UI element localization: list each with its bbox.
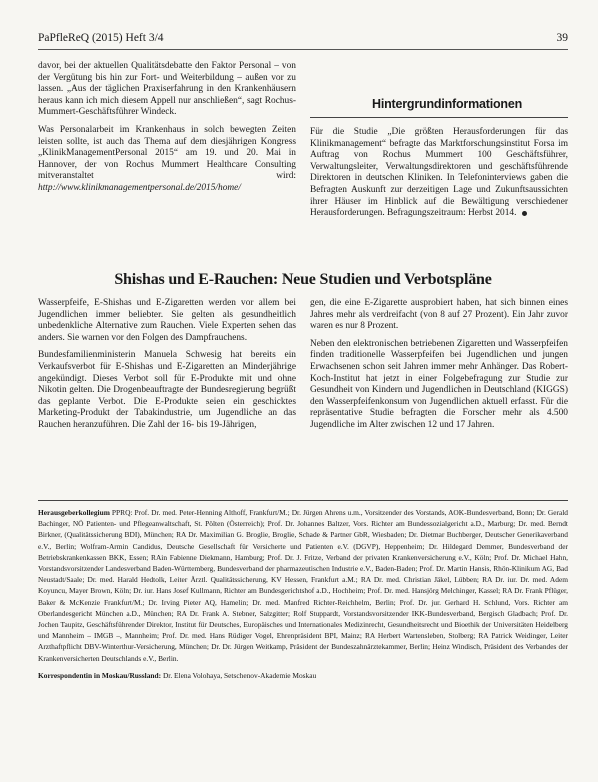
info-box-title: Hintergrundinformationen: [372, 97, 523, 111]
top-left-paragraph-2: [38, 125, 296, 195]
editorial-board-paragraph: [38, 507, 568, 664]
info-box-body: Für die Studie „Die größten Herausforderungen für das Klinikmanagement“ befragte das Marktforschungsinstitut Forsa im Auftrag von Rochus Mummert 100 Geschäftsführer, Verwaltungsleiter, Verwaltungsdirektoren und geschäftsführende Direktoren in deutschen Kliniken. In Telefoninterviews gaben die Befragten Auskunft zur derzeitigen Lage und Zukunftsaussichten ihrer Häuser im Hinblick auf die Bewältigung verschiedener Herausforderungen. Befragungszeitraum: Herbst 2014.: [310, 127, 568, 219]
article-left-paragraph-1: Wasserpfeife, E-Shishas und E-Zigaretten werden vor allem bei Jugendlichen immer beliebter. Sie gelten als gesundheitlich unbedenkliche Alternative zum Rauchen. Viele Experten sehen das anders. Sie warnen vor den Folgen des Dampfrauchens.: [38, 298, 296, 343]
page-header: [38, 32, 568, 48]
editorial-board-text: PPRQ: Prof. Dr. med. Peter-Henning Althoff, Frankfurt/M.; Dr. Jürgen Ahrens u.m., Vorsitzender des Vorstands, AOK-Bundesverband, Bonn; Dr. Gerald Bachinger, NÖ Patienten- und Pflegeanwaltschaft, St. Pölten (Österreich); Prof. Dr. Johannes Baltzer, Vors. Richter am Bundessozialgericht a.D., Marburg; Dr. med. Berndt Birkner, (Qualitätssicherung BDI), München; RA Dr. Maximilian G. Broglie, Broglie, Schade & Partner GbR, Wiesbaden; Dr. Dietmar Buchberger, Deutscher Generikaverband e.V., Berlin; Wolfram-Armin Candidus, Deutsche Gesellschaft für Versicherte und Patienten e.V. (DGVP), Heppenheim; Dr. Hildegard Demmer, Bundesverband der Betriebskrankenkassen BKK, Essen; RAin Fabienne Diekmann, Hamburg; Prof. Dr. J. Fritze, Verband der privaten Krankenversicherung e.V., Köln; Prof. Dr. Michael Hahn, Vorstandsvorsitzender Landesverband Baden-Württemberg, Bundesverband der pharmazeutischen Industrie e.V., Baden-Baden; Prof. Dr. Martin Hansis, Rhön-Klinikum AG, Bad Neustadt/Saale; Dr. med. Harald Hedtolk, Leiter Ärztl. Qualitätssicherung, KV Hessen, Frankfurt a.M.; RA Dr. med. Christian Jäkel, Lübben; RA Dr. iur. Dr. med. Adem Koyuncu, Mayer Brown, Köln; Dr. iur. Hans Josef Kullmann, Richter am Bundesgerichtshof a.D., Hochheim; Prof. Dr. med. Hansjörg Melchinger, Kassel; RA Dr. Frank Pflüger, Baker & McKenzie Frankfurt/M.; Dr. Irving Pieter AQ, Hamelin; Dr. med. Manfred Richter-Reichhelm, Berlin; Prof. Dr. jur. Gerhard H. Schlund, Vors. Richter am Oberlandesgericht München a.D., München; RA Dr. Frank A. Stebner, Salzgitter; Rolf Stuppardt, Vorstandsvorsitzender IKK-Bundesverband, Bergisch Gladbach; Prof. Dr. Jochen Taupitz, Geschäftsführender Direktor, Institut für Deutsches, Europäisches und Internationales Medizinrecht, Gesundheitsrecht und Bioethik der Universitäten Heidelberg und Mannheim – IMGB –, Mannheim; Prof. Dr. med. Hans Rüdiger Vogel, Ehrenpräsident BPI, Mainz; RA Herbert Wartensleben, Stolberg; RA Patrick Weidinger, Leiter Arzthaftpflicht DBV-Winterthur-Versicherung, München; Dr. Dr. Jürgen Weitkamp, Präsident der Bundeszahnärztekammer, Berlin; Heinz Windisch, Präsident des Verbandes der Krankenversicherten Deutschlands e.V., Berlin.: [38, 508, 568, 663]
article-right-column: [310, 298, 568, 438]
top-left-paragraph-2-text: Was Personalarbeit im Krankenhaus in solch bewegten Zeiten leisten sollte, ist auch das Thema auf dem diesjährigen Kongress „KlinikManagementPersonal 2015“ am 19. und 20. Mai in Hannover, der von Rochus Mummert Healthcare Consulting mitveranstaltet wird:: [38, 124, 296, 182]
editorial-board-box: [38, 500, 568, 762]
article-headline: Shishas und E-Rauchen: Neue Studien und Verbotspläne: [114, 271, 492, 288]
article-left-paragraph-2: Bundesfamilienministerin Manuela Schwesig hat bereits ein Verkaufsverbot für E-Shishas und E-Zigaretten an Minderjährige angekündigt. Dieses Verbot soll für E-Produkte mit und ohne Nikotin gelten. Die Drogenbeauftragte der Bundesregierung begrüßt das geplante Verbot. Die E-Produkte seien ein geschicktes Marketing-Produkt der Tabakindustrie, um Jugendliche an das Rauchen heranzuführen. Die Zahl der 16- bis 19-Jährigen,: [38, 350, 296, 430]
top-left-column: [38, 61, 296, 201]
editorial-board-label: Herausgeberkollegium: [38, 508, 110, 517]
top-left-paragraph-1: davor, bei der aktuellen Qualitätsdebatte den Faktor Personal – von der Vergütung bis hin zur Fort- und Weiterbildung – außen vor zu lassen. „Aus der täglichen Praxiserfahrung in den Krankenhäusern heraus kann ich mich diesem Appell nur anschließen“, sagt Rochus-Mummert-Geschäftsführer Windeck.: [38, 61, 296, 118]
header-rule: [38, 49, 568, 50]
article-right-paragraph-1: gen, die eine E-Zigarette ausprobiert haben, hat sich binnen eines Jahres mehr als verdreifacht (von 8 auf 27 Prozent). Ein Jahr zuvor waren es nur 8 Prozent.: [310, 298, 568, 332]
correspondent-paragraph: [38, 670, 568, 681]
info-box-rule: [310, 117, 568, 118]
info-box-text: [310, 127, 568, 226]
info-box-paragraph: [310, 127, 568, 220]
correspondent-label: Korrespondentin in Moskau/Russland:: [38, 670, 162, 680]
congress-link[interactable]: http://www.klinikmanagementpersonal.de/2015/home/: [38, 182, 241, 193]
journal-title: PaPfleReQ (2015) Heft 3/4: [38, 32, 164, 44]
end-bullet-icon: [522, 211, 527, 216]
article-right-paragraph-2: Neben den elektronischen betriebenen Zigaretten und Wasserpfeifen finden traditionelle Wasserpfeifen bei Jugendlichen und jungen Erwachsenen schon seit Jahren immer mehr Anhänger. Das Robert-Koch-Institut hat jetzt in einer Folgebefragung zur Studie zur Gesundheit von Kindern und Jugendlichen in Deutschland (KIGGS) den Wasserpfeifenkonsum von Jugendlichen aktuell erfasst. Für die repräsentative Studie befragten die Forscher mehr als 4.500 Jugendliche im Alter zwischen 12 und 17 Jahren.: [310, 338, 568, 430]
correspondent-text: Dr. Elena Volohaya, Setschenov-Akademie Moskau: [162, 670, 317, 680]
article-left-column: [38, 298, 296, 438]
page-number: 39: [556, 32, 568, 44]
